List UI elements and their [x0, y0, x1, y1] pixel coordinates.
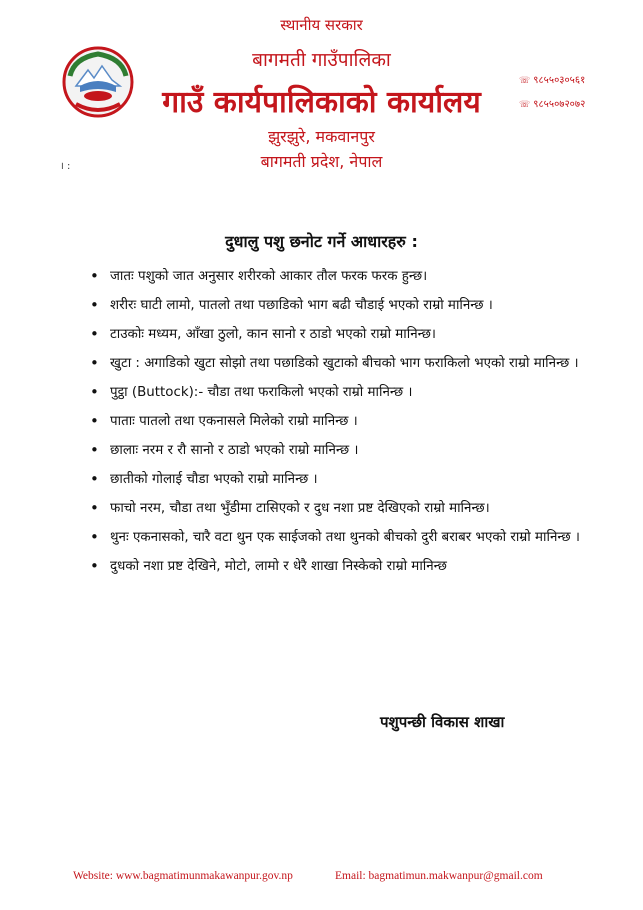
footer-email: Email: bagmatimun.makwanpur@gmail.com — [335, 870, 543, 882]
list-item: • पाताः पातलो तथा एकनासले मिलेको राम्रो मानिन्छ । — [88, 407, 592, 436]
header-address: झुरझुरे, मकवानपुर — [268, 127, 375, 146]
header-office-name: गाउँ कार्यपालिकाको कार्यालय — [162, 85, 481, 120]
footer-website: Website: www.bagmatimunmakawanpur.gov.np — [73, 870, 293, 882]
header-province: बागमती प्रदेश, नेपाल — [260, 152, 383, 171]
phone-number-2: ☏ ९८५५०७२०७२ — [519, 99, 586, 110]
list-item: • पुट्ठा (Buttock):- चौडा तथा फराकिलो भएको राम्रो मानिन्छ । — [88, 378, 592, 407]
list-item: • जातः पशुको जात अनुसार शरीरको आकार तौल फरक फरक हुन्छ। — [88, 262, 592, 291]
document-title: दुधालु पशु छनोट गर्ने आधारहरु : — [225, 232, 418, 251]
list-item: • फाचो नरम, चौडा तथा भुँडीमा टासिएको र दुध नशा प्रष्ट देखिएको राम्रो मानिन्छ। — [88, 494, 592, 523]
list-item: • शरीरः घाटी लामो, पातलो तथा पछाडिको भाग बढी चौडाई भएको राम्रो मानिन्छ । — [88, 291, 592, 320]
list-item: • छातीको गोलाई चौडा भएको राम्रो मानिन्छ । — [88, 465, 592, 494]
header-municipality-name: बागमती गाउँपालिका — [252, 49, 391, 71]
list-item: • थुनः एकनासको, चारै वटा थुन एक साईजको तथा थुनको बीचको दुरी बराबर भएको राम्रो मानिन्छ । — [88, 523, 592, 552]
left-margin-mark: । : — [60, 161, 71, 172]
phone-number-1: ☏ ९८५५०३०५६१ — [519, 75, 586, 86]
phone-icon: ☏ — [519, 100, 531, 110]
header-local-government: स्थानीय सरकार — [280, 16, 363, 34]
criteria-list — [88, 262, 592, 581]
signature-department: पशुपन्छी विकास शाखा — [380, 713, 505, 731]
list-item: • टाउकोः मध्यम, आँखा ठुलो, कान सानो र ठाडो भएको राम्रो मानिन्छ। — [88, 320, 592, 349]
list-item: • खुटा : अगाडिको खुटा सोझो तथा पछाडिको खुटाको बीचको भाग फराकिलो भएको राम्रो मानिन्छ । — [88, 349, 592, 378]
list-item: • छालाः नरम र रौ सानो र ठाडो भएको राम्रो मानिन्छ । — [88, 436, 592, 465]
phone-icon: ☏ — [519, 76, 531, 86]
list-item: • दुधको नशा प्रष्ट देखिने, मोटो, लामो र धेरै शाखा निस्केको राम्रो मानिन्छ — [88, 552, 592, 581]
